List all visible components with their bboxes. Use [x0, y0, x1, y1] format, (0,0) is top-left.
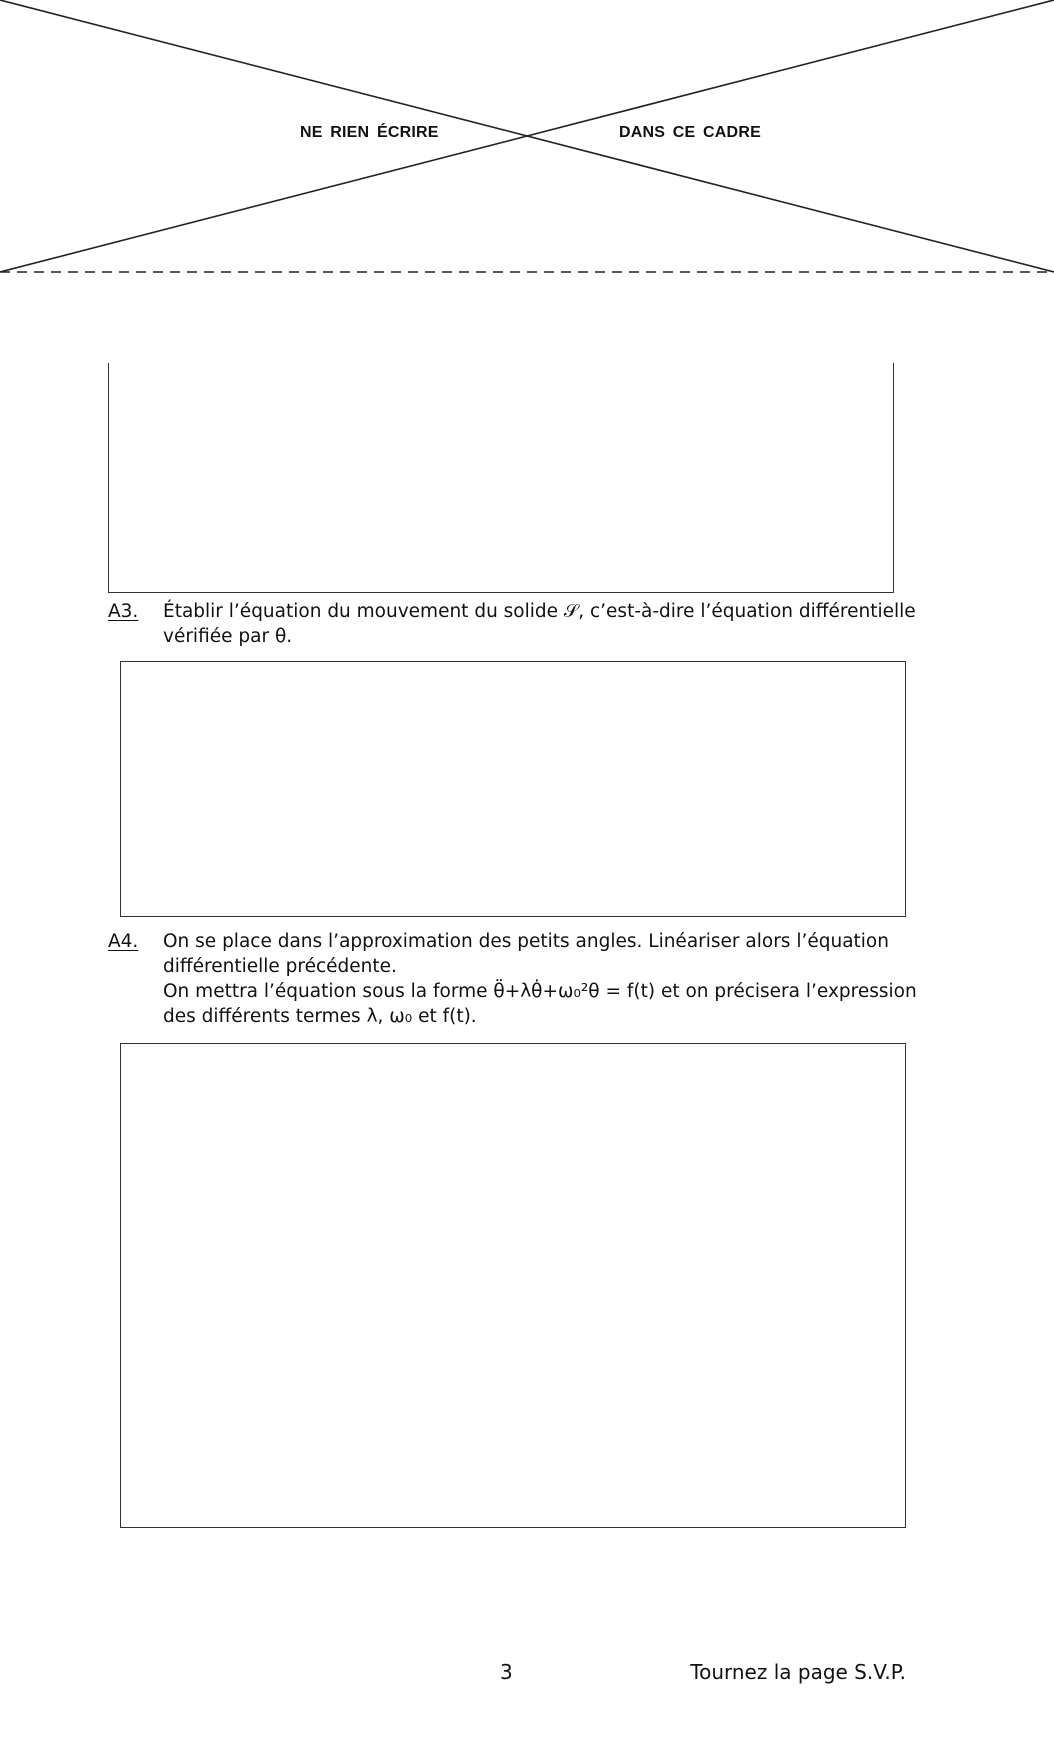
header-label-left: NE RIEN ÉCRIRE: [300, 124, 439, 141]
question-a4: [108, 929, 917, 1029]
question-number: A4.: [108, 931, 139, 952]
question-text-line: différentielle précédente.: [163, 956, 397, 977]
question-text-line: On mettra l’équation sous la forme θ̈+λθ̇+ω₀²θ = f(t) et on précisera l’expression: [163, 981, 917, 1002]
question-text-line: Établir l’équation du mouvement du solide 𝒮, c’est-à-dire l’équation différentielle: [163, 601, 916, 622]
header-label-right: DANS CE CADRE: [619, 124, 761, 141]
question-a3: [108, 599, 916, 649]
question-number: A3.: [108, 601, 139, 622]
question-text-line: des différents termes λ, ω₀ et f(t).: [163, 1006, 477, 1027]
answer-box-a4[interactable]: [120, 1043, 906, 1528]
page-number: 3: [500, 1660, 513, 1684]
do-not-write-frame: [0, 0, 1054, 280]
question-text-line: vérifiée par θ.: [163, 626, 293, 647]
turn-page-note: Tournez la page S.V.P.: [690, 1660, 906, 1684]
question-text-line: On se place dans l’approximation des petits angles. Linéariser alors l’équation: [163, 931, 889, 952]
answer-box-a3[interactable]: [120, 661, 906, 917]
previous-answer-box[interactable]: [108, 363, 894, 593]
